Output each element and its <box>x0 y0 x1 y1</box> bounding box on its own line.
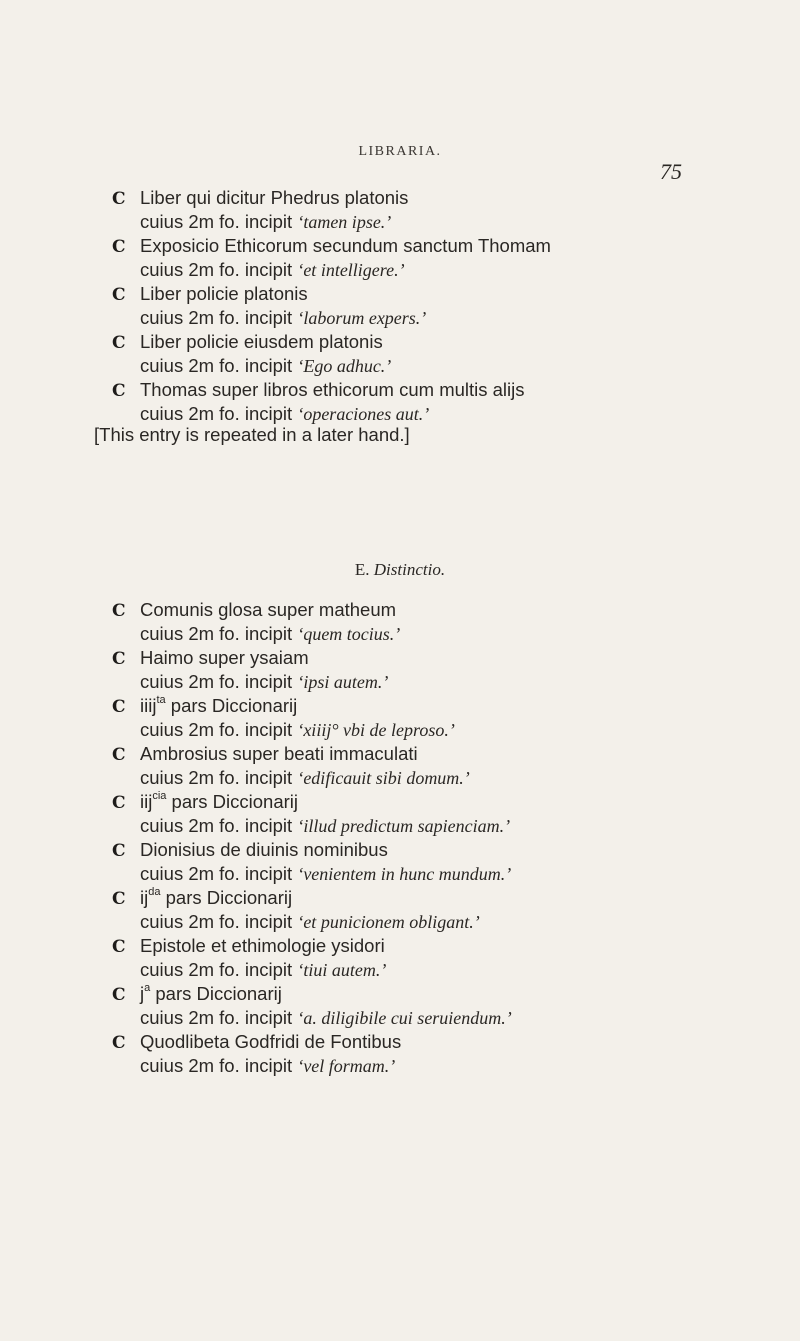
catalog-entry <box>112 886 782 934</box>
paragraph-mark-icon: Ⅽ <box>112 793 126 813</box>
entry-prefix: cuius 2m fo. incipit <box>140 767 293 788</box>
catalog-entry <box>112 598 782 646</box>
entry-title-superscript: da <box>148 885 161 898</box>
entry-prefix: cuius 2m fo. incipit <box>140 911 293 932</box>
paragraph-mark-icon: Ⅽ <box>112 697 126 717</box>
paragraph-mark-icon: Ⅽ <box>112 985 126 1005</box>
entry-title: Ambrosius super beati immaculati <box>140 743 418 764</box>
catalog-entry <box>112 378 782 426</box>
entry-incipit: ‘xiiij° vbi de leproso.’ <box>297 720 455 740</box>
running-title: LIBRARIA. <box>358 144 442 159</box>
entry-prefix: cuius 2m fo. incipit <box>140 863 293 884</box>
entry-title: Epistole et ethimologie ysidori <box>140 935 385 956</box>
entry-title: Comunis glosa super matheum <box>140 599 397 620</box>
entry-title-ordinal: j <box>140 983 145 1004</box>
catalog-entry <box>112 934 782 982</box>
paragraph-mark-icon: Ⅽ <box>112 649 126 669</box>
entry-title-ordinal: ij <box>140 887 149 908</box>
paragraph-mark-icon: Ⅽ <box>112 189 126 209</box>
catalog-entry <box>112 330 782 378</box>
section-letter: E. <box>354 560 370 579</box>
entry-prefix: cuius 2m fo. incipit <box>140 959 293 980</box>
entry-prefix: cuius 2m fo. incipit <box>140 259 293 280</box>
entry-prefix: cuius 2m fo. incipit <box>140 211 293 232</box>
paragraph-mark-icon: Ⅽ <box>112 601 126 621</box>
catalog-entry <box>112 694 782 742</box>
paragraph-mark-icon: Ⅽ <box>112 889 126 909</box>
entry-prefix: cuius 2m fo. incipit <box>140 403 293 424</box>
catalog-entry <box>112 982 782 1030</box>
catalog-entry <box>112 790 782 838</box>
catalog-entry <box>112 742 782 790</box>
entry-incipit: ‘a. diligibile cui seruiendum.’ <box>297 1008 512 1028</box>
catalog-entry <box>112 646 782 694</box>
paragraph-mark-icon: Ⅽ <box>112 745 126 765</box>
entry-title-ordinal: iiij <box>140 695 157 716</box>
entry-incipit: ‘quem tocius.’ <box>297 624 401 644</box>
catalog-entry <box>112 234 782 282</box>
entry-title: Thomas super libros ethicorum cum multis alijs <box>140 379 525 400</box>
entry-prefix: cuius 2m fo. incipit <box>140 671 293 692</box>
section-heading <box>0 560 800 580</box>
entry-incipit: ‘ipsi autem.’ <box>297 672 389 692</box>
entry-incipit: ‘laborum expers.’ <box>297 308 427 328</box>
paragraph-mark-icon: Ⅽ <box>112 1033 126 1053</box>
entry-incipit: ‘illud predictum sapienciam.’ <box>297 816 511 836</box>
paragraph-mark-icon: Ⅽ <box>112 937 126 957</box>
entry-prefix: cuius 2m fo. incipit <box>140 1007 293 1028</box>
entry-incipit: ‘tamen ipse.’ <box>297 212 392 232</box>
entry-title-superscript: ta <box>156 693 166 706</box>
entry-title: Liber policie platonis <box>140 283 308 304</box>
entry-incipit: ‘operaciones aut.’ <box>297 404 430 424</box>
section-label: Distinctio. <box>373 560 446 579</box>
entry-prefix: cuius 2m fo. incipit <box>140 307 293 328</box>
catalog-entry <box>112 282 782 330</box>
entry-title: Quodlibeta Godfridi de Fontibus <box>140 1031 402 1052</box>
entry-title: Haimo super ysaiam <box>140 647 309 668</box>
entry-incipit: ‘et punicionem obligant.’ <box>297 912 480 932</box>
section-distinctio-entries <box>112 598 782 1078</box>
entry-incipit: ‘Ego adhuc.’ <box>297 356 392 376</box>
entry-title-superscript: cia <box>152 789 167 802</box>
entry-incipit: ‘venientem in hunc mundum.’ <box>297 864 512 884</box>
entry-prefix: cuius 2m fo. incipit <box>140 719 293 740</box>
paragraph-mark-icon: Ⅽ <box>112 285 126 305</box>
entry-incipit: ‘edificauit sibi domum.’ <box>297 768 470 788</box>
entry-prefix: cuius 2m fo. incipit <box>140 1055 293 1076</box>
entry-title: Liber policie eiusdem platonis <box>140 331 383 352</box>
entry-title: pars Diccionarij <box>150 983 282 1004</box>
entry-title: pars Diccionarij <box>165 695 298 716</box>
entry-prefix: cuius 2m fo. incipit <box>140 355 293 376</box>
entry-title-superscript: a <box>144 981 151 994</box>
entry-incipit: ‘tiui autem.’ <box>297 960 387 980</box>
entry-prefix: cuius 2m fo. incipit <box>140 623 293 644</box>
catalog-entry <box>112 1030 782 1078</box>
catalog-entry <box>112 186 782 234</box>
entry-title-ordinal: iij <box>140 791 153 812</box>
entry-incipit: ‘vel formam.’ <box>297 1056 396 1076</box>
catalog-entry <box>112 838 782 886</box>
entry-title: Exposicio Ethicorum secundum sanctum Thomam <box>140 235 551 256</box>
entry-title: Liber qui dicitur Phedrus platonis <box>140 187 409 208</box>
paragraph-mark-icon: Ⅽ <box>112 333 126 353</box>
section-librarian-entries <box>112 186 782 426</box>
entry-prefix: cuius 2m fo. incipit <box>140 815 293 836</box>
paragraph-mark-icon: Ⅽ <box>112 381 126 401</box>
entry-title: Dionisius de diuinis nominibus <box>140 839 388 860</box>
paragraph-mark-icon: Ⅽ <box>112 237 126 257</box>
page-number: 75 <box>660 159 682 184</box>
entry-title: pars Diccionarij <box>160 887 293 908</box>
editorial-note: [This entry is repeated in a later hand.] <box>94 424 410 445</box>
entry-incipit: ‘et intelligere.’ <box>297 260 405 280</box>
entry-title: pars Diccionarij <box>166 791 299 812</box>
paragraph-mark-icon: Ⅽ <box>112 841 126 861</box>
